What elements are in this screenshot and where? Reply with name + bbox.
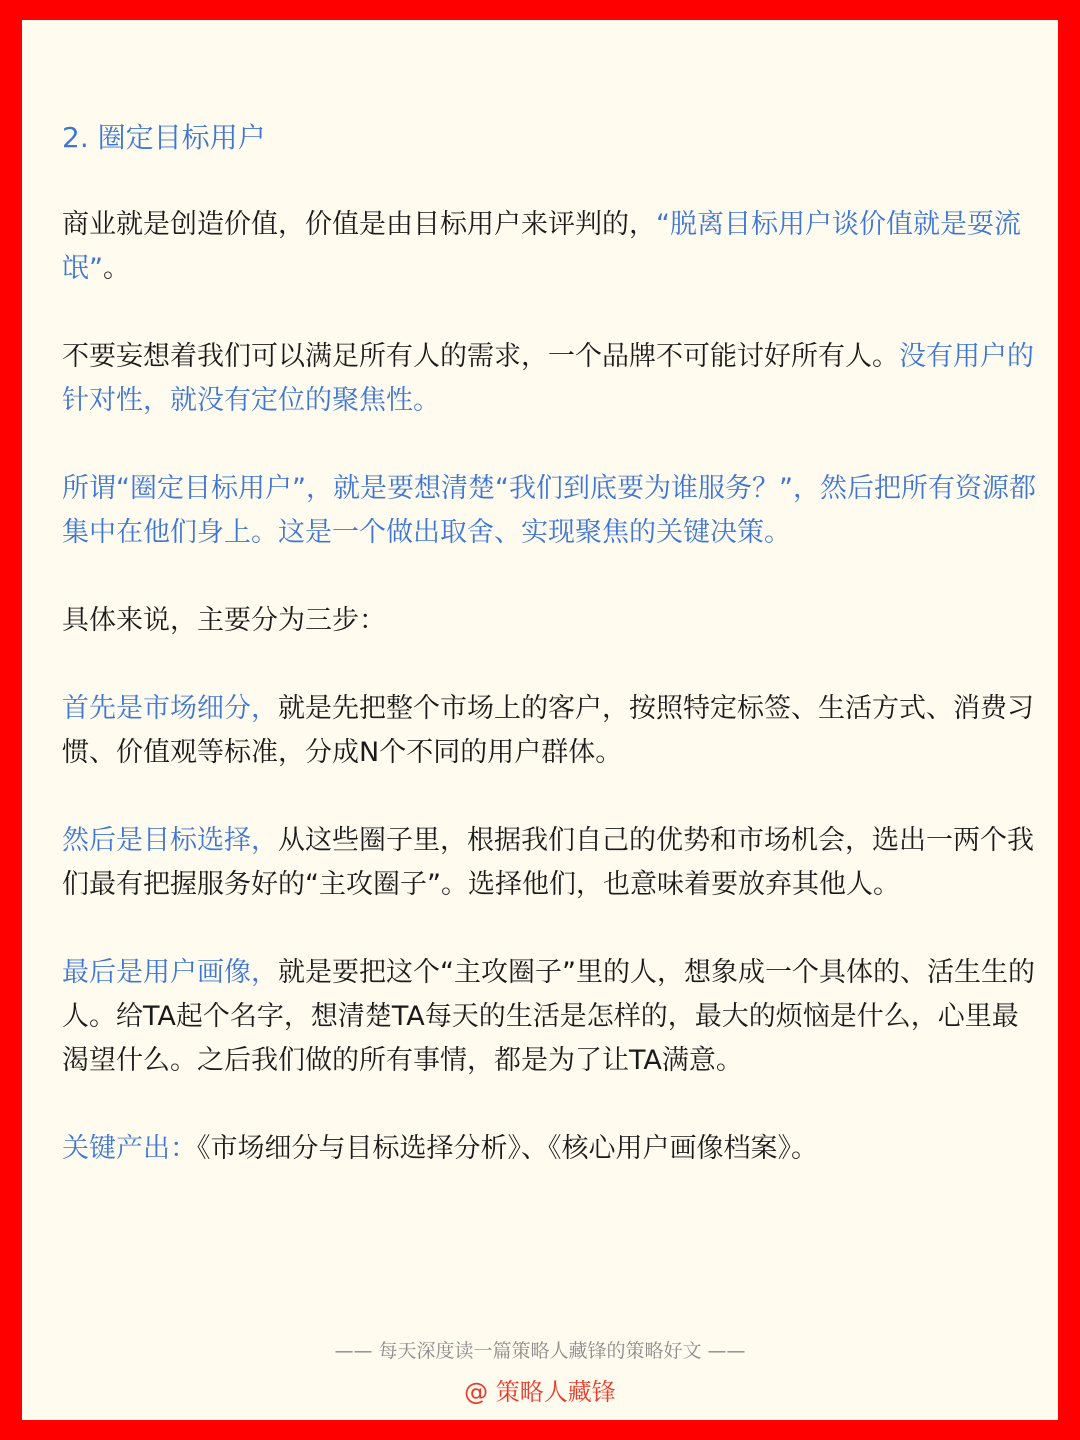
step-persona-text: 就是要把这个“主攻圈子”里的人，想象成一个具体的、活生生的人。给TA起个名字，想清楚TA每天的生活是怎样的，最大的烦恼是什么，心里最渴望什么。之后我们做的所有事情，都是为了让TA满意。 xyxy=(62,957,1035,1076)
key-output-label: 关键产出： xyxy=(62,1133,197,1164)
paragraph-three-steps-text: 具体来说，主要分为三步： xyxy=(62,605,386,636)
footer-tagline: —— 每天深度读一篇策略人藏锋的策略好文 —— xyxy=(334,1340,746,1362)
paragraph-value xyxy=(62,203,1042,291)
footer-author: @ 策略人藏锋 xyxy=(464,1378,616,1406)
paragraph-key-output xyxy=(62,1127,1042,1171)
step-segmentation-text: 就是先把整个市场上的客户，按照特定标签、生活方式、消费习惯、价值观等标准，分成N个不同的用户群体。 xyxy=(62,693,1034,768)
section-heading: 2. 圈定目标用户 xyxy=(62,121,266,154)
content-card xyxy=(22,20,1058,1420)
paragraph-step-segmentation xyxy=(62,687,1042,775)
paragraph-no-please-all-highlight: 没有用户的针对性，就没有定位的聚焦性。 xyxy=(62,341,1034,416)
paragraph-definition-text: 所谓“圈定目标用户”，就是要想清楚“我们到底要为谁服务？”，然后把所有资源都集中在他们身上。这是一个做出取舍、实现聚焦的关键决策。 xyxy=(62,473,1036,548)
step-segmentation-label: 首先是市场细分， xyxy=(62,693,278,724)
paragraph-three-steps xyxy=(62,599,1042,643)
step-targeting-text: 从这些圈子里，根据我们自己的优势和市场机会，选出一两个我们最有把握服务好的“主攻圈子”。选择他们，也意味着要放弃其他人。 xyxy=(62,825,1034,900)
step-targeting-label: 然后是目标选择， xyxy=(62,825,278,856)
paragraph-no-please-all xyxy=(62,335,1042,423)
step-persona-label: 最后是用户画像， xyxy=(62,957,278,988)
paragraph-value-quote: “脱离目标用户谈价值就是耍流氓” xyxy=(62,209,1021,284)
paragraph-step-targeting xyxy=(62,819,1042,907)
paragraph-no-please-all-text: 不要妄想着我们可以满足所有人的需求，一个品牌不可能讨好所有人。 xyxy=(62,341,899,372)
paragraph-definition xyxy=(62,467,1042,555)
paragraph-value-end: 。 xyxy=(103,253,130,284)
key-output-text: 《市场细分与目标选择分析》、《核心用户画像档案》。 xyxy=(197,1133,818,1164)
paragraph-step-persona xyxy=(62,951,1042,1083)
paragraph-value-text: 商业就是创造价值，价值是由目标用户来评判的， xyxy=(62,209,656,240)
